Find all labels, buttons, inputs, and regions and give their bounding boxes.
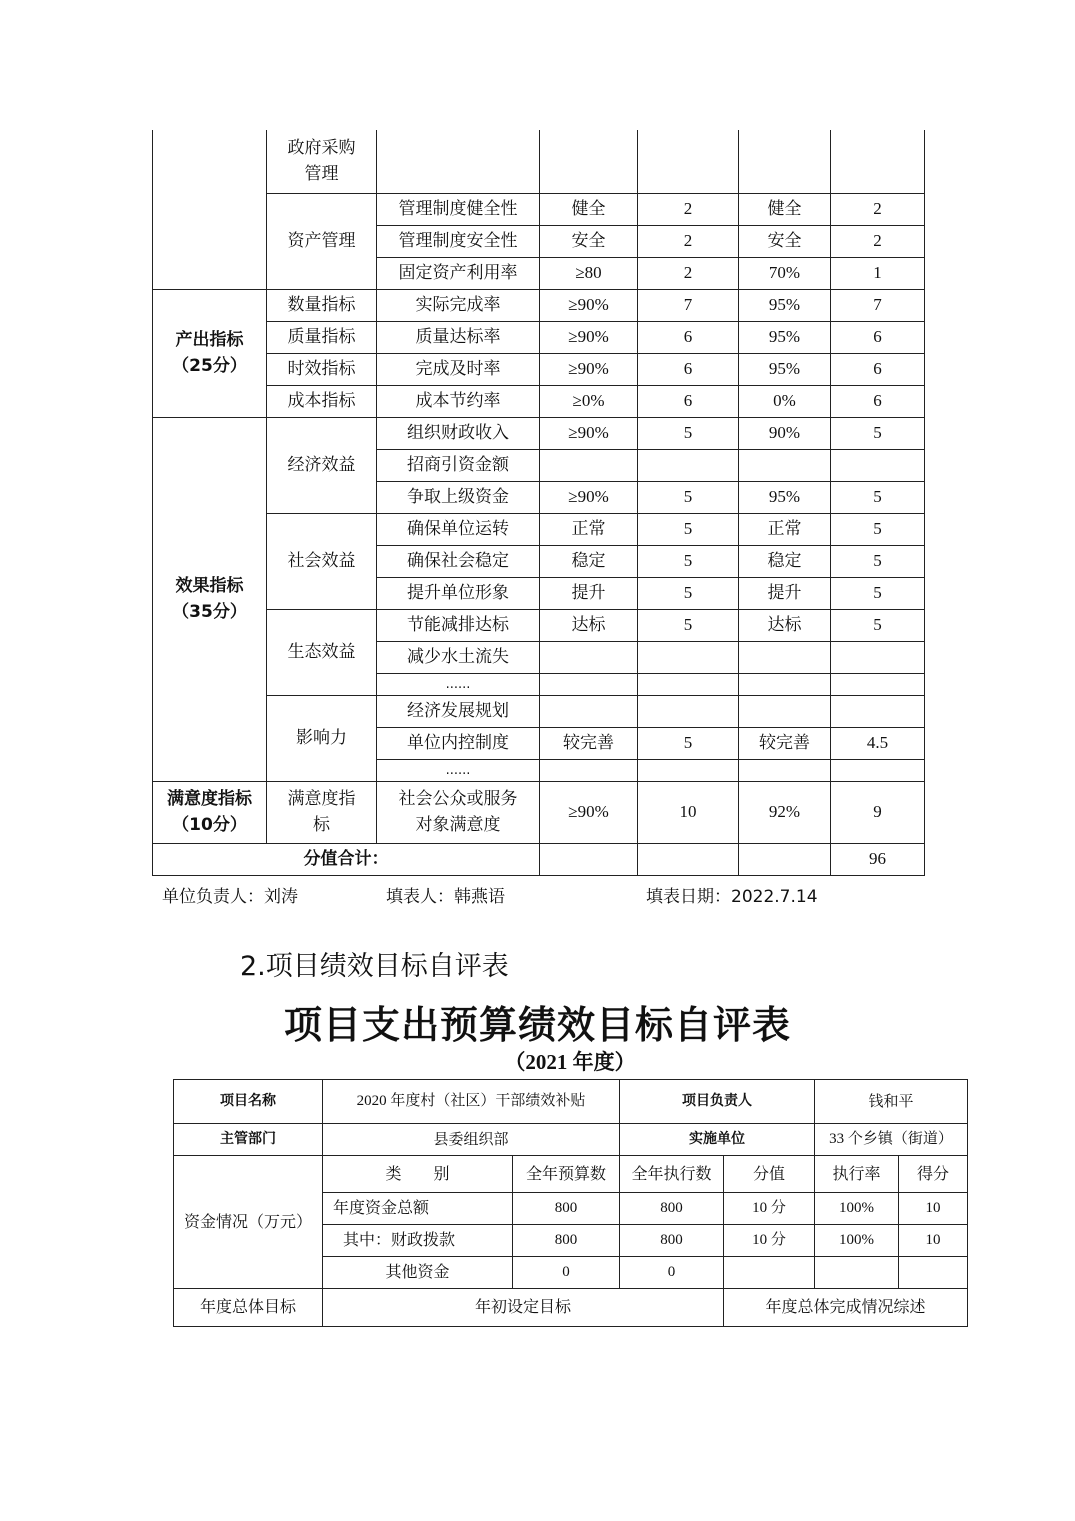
col-header: 执行率 (815, 1156, 899, 1193)
form-title: 项目支出预算绩效目标自评表 (283, 1003, 791, 1047)
weight-cell: 2 (638, 193, 739, 225)
impl-unit: 33 个乡镇（街道） (815, 1124, 968, 1156)
project-lead: 钱和平 (815, 1080, 968, 1124)
actual-cell: 正常 (739, 513, 831, 545)
weight-cell: 7 (638, 289, 739, 321)
indicator-cell: 经济发展规划 (377, 695, 540, 727)
indicator-cell: 成本节约率 (377, 385, 540, 417)
target-cell: ≥90% (540, 781, 638, 843)
impl-label: 实施单位 (620, 1124, 815, 1156)
actual-cell: 95% (739, 321, 831, 353)
target-cell: 达标 (540, 609, 638, 641)
target-cell: ≥90% (540, 481, 638, 513)
fund-category: 其他资金 (323, 1257, 513, 1289)
total-label: 分值合计： (153, 843, 540, 875)
weight-cell: 2 (638, 225, 739, 257)
actual-cell: 95% (739, 353, 831, 385)
indicator-cell: 固定资产利用率 (377, 257, 540, 289)
weight-cell: 10 (638, 781, 739, 843)
actual-cell: 70% (739, 257, 831, 289)
col-header: 全年执行数 (620, 1156, 724, 1193)
satisfaction-points: （10分） (172, 815, 247, 835)
score-cell: 1 (831, 257, 925, 289)
score-cell: 5 (831, 513, 925, 545)
satisfaction-category: 满意度指 标 (267, 781, 377, 843)
actual-cell: 0% (739, 385, 831, 417)
indicator-cell: 完成及时率 (377, 353, 540, 385)
actual-cell: 90% (739, 417, 831, 449)
target-cell: ≥80 (540, 257, 638, 289)
actual-cell: 达标 (739, 609, 831, 641)
fund-budget: 800 (513, 1193, 620, 1225)
category-cell: 成本指标 (267, 385, 377, 417)
col-header: 全年预算数 (513, 1156, 620, 1193)
indicator-cell: 质量达标率 (377, 321, 540, 353)
fund-weight: 10 分 (724, 1225, 815, 1257)
dept: 县委组织部 (323, 1124, 620, 1156)
weight-cell: 2 (638, 257, 739, 289)
score-cell: 6 (831, 385, 925, 417)
unit-head: 单位负责人：刘涛 (162, 887, 298, 907)
score-cell: 5 (831, 577, 925, 609)
weight-cell: 5 (638, 727, 739, 759)
weight-cell: 5 (638, 481, 739, 513)
actual-cell: 提升 (739, 577, 831, 609)
project-name: 2020 年度村（社区）干部绩效补贴 (323, 1080, 620, 1124)
indicator-cell: 节能减排达标 (377, 609, 540, 641)
target-cell: ≥90% (540, 321, 638, 353)
performance-score-table (152, 130, 925, 876)
fund-score: 10 (899, 1193, 968, 1225)
output-section-label (153, 289, 267, 417)
actual-cell: 稳定 (739, 545, 831, 577)
indicator-cell: 实际完成率 (377, 289, 540, 321)
indicator-cell: 管理制度健全性 (377, 193, 540, 225)
target-cell: ≥90% (540, 289, 638, 321)
indicator-cell: 招商引资金额 (377, 449, 540, 481)
fund-executed: 800 (620, 1225, 724, 1257)
actual-cell: 较完善 (739, 727, 831, 759)
indicator-cell: 社会公众或服务 对象满意度 (377, 781, 540, 843)
fund-executed: 0 (620, 1257, 724, 1289)
score-cell: 5 (831, 609, 925, 641)
score-cell: 6 (831, 321, 925, 353)
actual-cell: 95% (739, 481, 831, 513)
col-header: 类 别 (323, 1156, 513, 1193)
target-cell: 较完善 (540, 727, 638, 759)
target-cell: 正常 (540, 513, 638, 545)
total-score: 96 (831, 843, 925, 875)
weight-cell: 5 (638, 545, 739, 577)
output-points: （25分） (172, 356, 247, 376)
asset-category: 资产管理 (267, 193, 377, 289)
goal-summary: 年度总体完成情况综述 (724, 1289, 968, 1327)
score-cell: 6 (831, 353, 925, 385)
actual-cell: 92% (739, 781, 831, 843)
target-cell: 安全 (540, 225, 638, 257)
goal-label: 年度总体目标 (174, 1289, 323, 1327)
project-lead-label: 项目负责人 (620, 1080, 815, 1124)
score-cell: 5 (831, 545, 925, 577)
influence-category: 影响力 (267, 695, 377, 781)
effect-points: （35分） (172, 602, 247, 622)
indicator-cell: 减少水土流失 (377, 641, 540, 673)
score-cell: 2 (831, 193, 925, 225)
score-cell: 2 (831, 225, 925, 257)
fund-executed: 800 (620, 1193, 724, 1225)
target-cell: ≥90% (540, 417, 638, 449)
dept-label: 主管部门 (174, 1124, 323, 1156)
fund-weight: 10 分 (724, 1193, 815, 1225)
col-header: 得分 (899, 1156, 968, 1193)
weight-cell: 5 (638, 577, 739, 609)
weight-cell: 6 (638, 385, 739, 417)
effect-title: 效果指标 (175, 575, 244, 596)
score-cell: 7 (831, 289, 925, 321)
funds-label: 资金情况（万元） (174, 1156, 323, 1289)
score-cell: 9 (831, 781, 925, 843)
output-title: 产出指标 (175, 329, 244, 350)
category-cell: 数量指标 (267, 289, 377, 321)
indicator-cell: 组织财政收入 (377, 417, 540, 449)
fund-category: 其中：财政拨款 (323, 1225, 513, 1257)
ellipsis-cell: ...... (377, 759, 540, 781)
actual-cell: 安全 (739, 225, 831, 257)
fund-budget: 0 (513, 1257, 620, 1289)
category-cell: 质量指标 (267, 321, 377, 353)
section-heading: 2.项目绩效目标自评表 (240, 951, 509, 982)
target-cell: 提升 (540, 577, 638, 609)
col-header: 分值 (724, 1156, 815, 1193)
fund-category: 年度资金总额 (323, 1193, 513, 1225)
score-cell: 5 (831, 417, 925, 449)
category-cell: 时效指标 (267, 353, 377, 385)
indicator-cell: 单位内控制度 (377, 727, 540, 759)
weight-cell: 5 (638, 417, 739, 449)
procurement-category: 政府采购 管理 (267, 130, 377, 193)
weight-cell: 6 (638, 321, 739, 353)
indicator-cell: 确保单位运转 (377, 513, 540, 545)
fill-date: 填表日期：2022.7.14 (646, 887, 818, 907)
fund-rate: 100% (815, 1225, 899, 1257)
weight-cell: 5 (638, 513, 739, 545)
ecological-category: 生态效益 (267, 609, 377, 695)
indicator-cell: 提升单位形象 (377, 577, 540, 609)
actual-cell: 健全 (739, 193, 831, 225)
fund-rate: 100% (815, 1193, 899, 1225)
economic-category: 经济效益 (267, 417, 377, 513)
social-category: 社会效益 (267, 513, 377, 609)
fund-budget: 800 (513, 1225, 620, 1257)
weight-cell: 6 (638, 353, 739, 385)
actual-cell: 95% (739, 289, 831, 321)
indicator-cell: 争取上级资金 (377, 481, 540, 513)
target-cell: ≥0% (540, 385, 638, 417)
score-cell: 4.5 (831, 727, 925, 759)
target-cell: 稳定 (540, 545, 638, 577)
indicator-cell: 确保社会稳定 (377, 545, 540, 577)
project-evaluation-table (173, 1079, 968, 1327)
satisfaction-title: 满意度指标 (167, 788, 252, 809)
goal-initial: 年初设定目标 (323, 1289, 724, 1327)
target-cell: 健全 (540, 193, 638, 225)
form-filler: 填表人：韩燕语 (386, 887, 505, 907)
indicator-cell: 管理制度安全性 (377, 225, 540, 257)
satisfaction-section-label (153, 781, 267, 843)
fund-score: 10 (899, 1225, 968, 1257)
project-name-label: 项目名称 (174, 1080, 323, 1124)
form-year: （2021 年度） (504, 1050, 636, 1074)
target-cell: ≥90% (540, 353, 638, 385)
weight-cell: 5 (638, 609, 739, 641)
effect-section-label (153, 417, 267, 781)
blank-category-cell (153, 130, 267, 289)
ellipsis-cell: ...... (377, 673, 540, 695)
score-cell: 5 (831, 481, 925, 513)
